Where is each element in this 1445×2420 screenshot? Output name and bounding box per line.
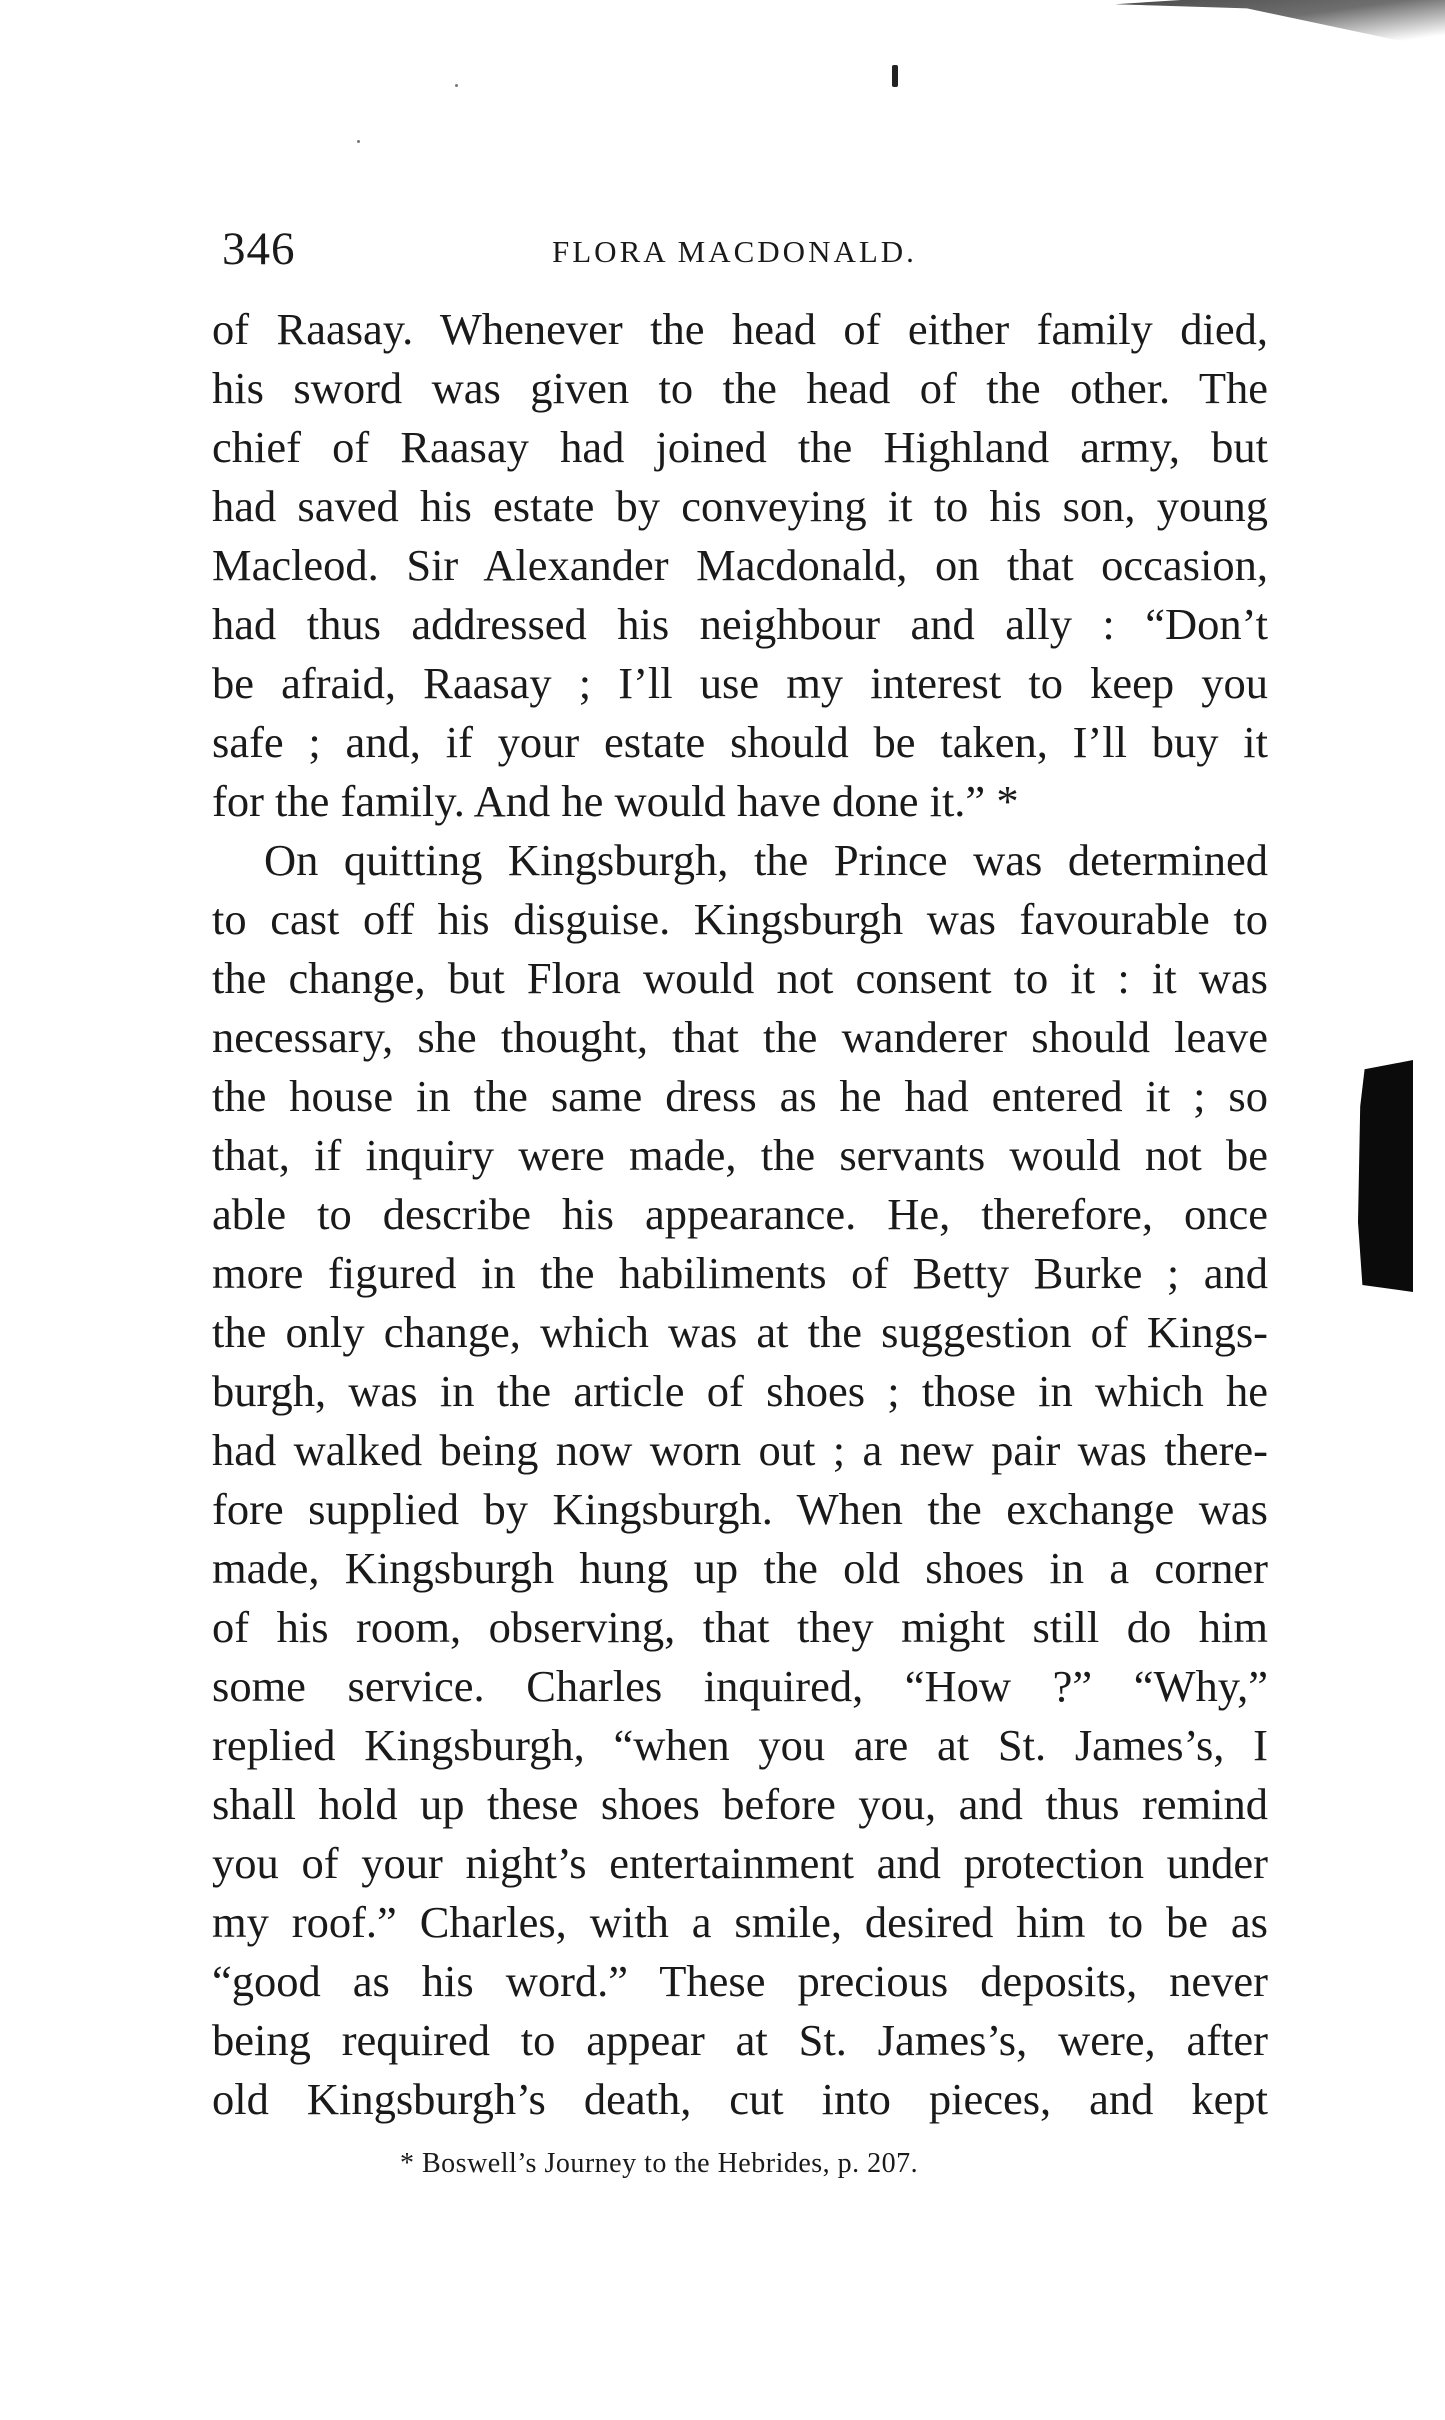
text-line: fore supplied by Kingsburgh. When the exchange was [212,1484,1268,1534]
text-line: Macleod. Sir Alexander Macdonald, on that occasion, [212,540,1268,590]
text-line: safe ; and, if your estate should be taken, I’ll buy it [212,717,1268,767]
text-line: my roof.” Charles, with a smile, desired him to be as [212,1897,1268,1947]
text-line: able to describe his appearance. He, therefore, once [212,1189,1268,1239]
paper-speck [455,84,458,87]
text-line: old Kingsburgh’s death, cut into pieces, and kept [212,2074,1268,2124]
text-line: replied Kingsburgh, “when you are at St. James’s, I [212,1720,1268,1770]
paper-speck [357,140,360,143]
text-line: necessary, she thought, that the wanderer should leave [212,1012,1268,1062]
text-line: the change, but Flora would not consent to it : it was [212,953,1268,1003]
text-line: had walked being now worn out ; a new pair was there- [212,1425,1268,1475]
text-line: shall hold up these shoes before you, and thus remind [212,1779,1268,1829]
text-line: On quitting Kingsburgh, the Prince was determined [264,835,1268,885]
text-line: to cast off his disguise. Kingsburgh was favourable to [212,894,1268,944]
page-header [222,222,1262,282]
text-line: burgh, was in the article of shoes ; those in which he [212,1366,1268,1416]
text-line: being required to appear at St. James’s, were, after [212,2015,1268,2065]
text-line: that, if inquiry were made, the servants would not be [212,1130,1268,1180]
text-line: you of your night’s entertainment and protection under [212,1838,1268,1888]
running-title: FLORA MACDONALD. [552,234,917,269]
text-line: for the family. And he would have done it.” * [212,776,1019,826]
page-number: 346 [222,223,296,275]
ink-mark [892,65,898,87]
text-line: of Raasay. Whenever the head of either family died, [212,304,1268,354]
text-line: the house in the same dress as he had entered it ; so [212,1071,1268,1121]
edge-tab-mark [1358,1060,1413,1292]
text-line: of his room, observing, that they might still do him [212,1602,1268,1652]
text-line: had thus addressed his neighbour and ally : “Don’t [212,599,1268,649]
footnote: * Boswell’s Journey to the Hebrides, p. 207. [400,2148,919,2179]
text-line: made, Kingsburgh hung up the old shoes in a corner [212,1543,1268,1593]
text-line: his sword was given to the head of the other. The [212,363,1268,413]
text-line: more figured in the habiliments of Betty Burke ; and [212,1248,1268,1298]
scan-edge-shadow [1115,0,1445,70]
text-line: chief of Raasay had joined the Highland army, but [212,422,1268,472]
text-line: some service. Charles inquired, “How ?” “Why,” [212,1661,1268,1711]
body-text [212,300,1268,2129]
text-line: had saved his estate by conveying it to his son, young [212,481,1268,531]
text-line: the only change, which was at the suggestion of Kings- [212,1307,1268,1357]
text-line: “good as his word.” These precious deposits, never [212,1956,1268,2006]
text-line: be afraid, Raasay ; I’ll use my interest to keep you [212,658,1268,708]
